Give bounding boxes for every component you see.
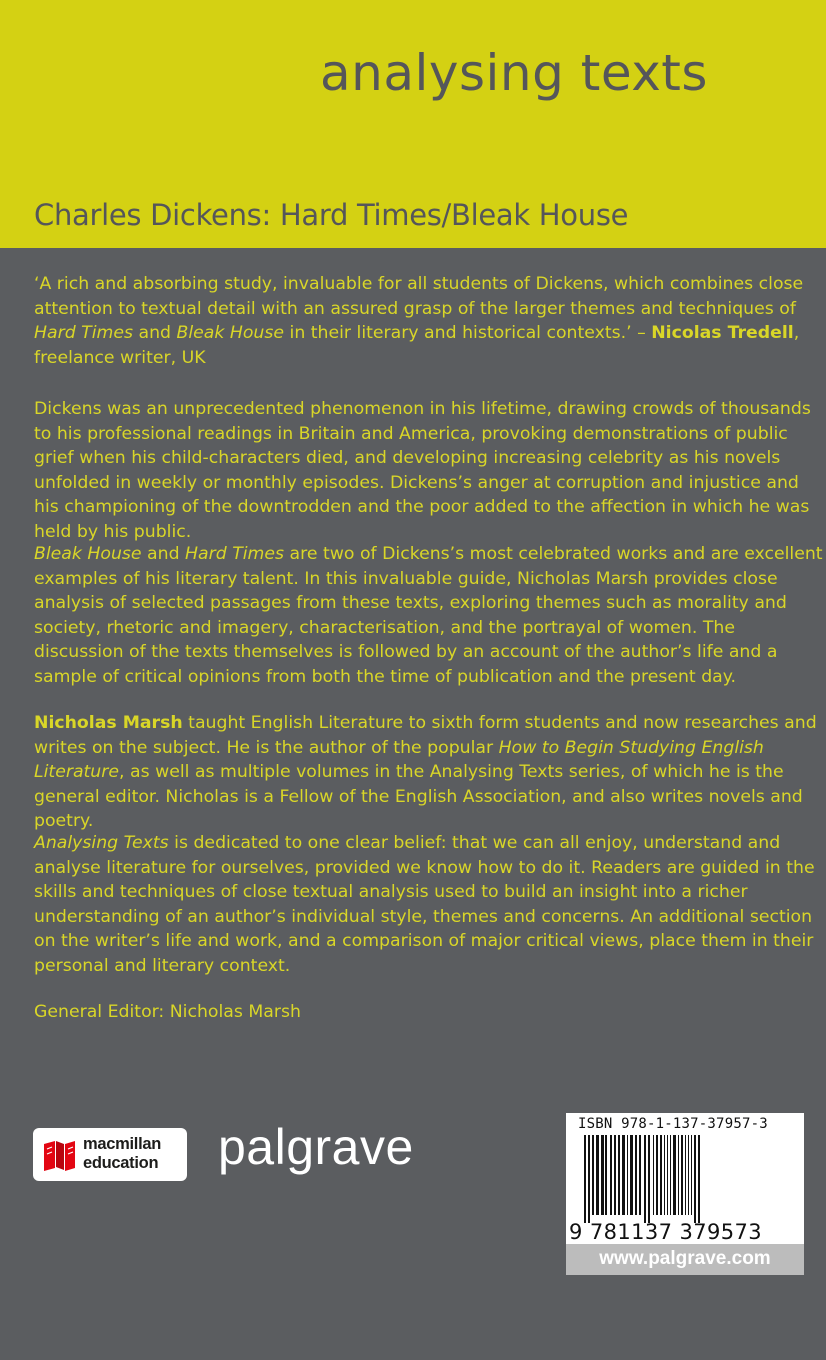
author-bio: Nicholas Marsh taught English Literature to sixth form students and now researches and writes on the subject. He is the author of the popular How to Begin Studying English Literature, as well as multiple volumes in the Analysing Texts series, of which he is the general editor. Nicholas is a Fellow of the English Association, and also writes novels and poetry. [34, 713, 817, 831]
series-description: Analysing Texts is dedicated to one clear belief: that we can all enjoy, understand and analyse literature for ourselves, provided we know how to do it. Readers are guided in the skills and techniques of close textual analysis used to build an insight into a richer understanding of an author’s individual style, themes and concerns. An additional section on the writer’s life and work, and a comparison of major critical views, place them in their personal and literary context. [34, 833, 815, 976]
barcode-box [566, 1113, 804, 1275]
header-band [0, 0, 826, 248]
books-paragraph: Bleak House and Hard Times are two of Dickens’s most celebrated works and are excellent examples of his literary talent. In this invaluable guide, Nicholas Marsh provides close analysis of selected passages from these texts, exploring themes such as morality and society, rhetoric and imagery, characterisation, and the portrayal of women. The discussion of the texts themselves is followed by an account of the author’s life and a sample of critical opinions from both the time of publication and the present day. [34, 544, 823, 687]
intro-paragraph: Dickens was an unprecedented phenomenon in his lifetime, drawing crowds of thousands to his professional readings in Britain and America, provoking demonstrations of public grief when his child-characters died, and developing increasing celebrity as his novels unfolded in weekly or monthly episodes. Dickens’s anger at corruption and injustice and his championing of the downtrodden and the poor added to the affection in which he was held by his public. [34, 399, 811, 542]
barcode-icon [582, 1135, 792, 1225]
author-name: Nicholas Marsh [34, 713, 183, 733]
publisher-url: www.palgrave.com [599, 1248, 771, 1269]
macmillan-education-logo [33, 1128, 187, 1181]
macmillan-book-icon [42, 1137, 77, 1172]
series-title: analysing texts [320, 44, 708, 102]
quote-author: Nicolas Tredell [651, 323, 794, 343]
general-editor: General Editor: Nicholas Marsh [34, 1002, 301, 1022]
palgrave-logo: palgrave [218, 1119, 414, 1175]
barcode-digits: 9 781137 379573 [569, 1220, 763, 1244]
macmillan-wordmark: macmillan education [83, 1135, 162, 1172]
book-title: Charles Dickens: Hard Times/Bleak House [34, 198, 629, 232]
isbn-label: ISBN 978-1-137-37957-3 [578, 1116, 768, 1132]
review-quote: ‘A rich and absorbing study, invaluable for all students of Dickens, which combines close attention to textual detail with an assured grasp of the larger themes and techniques of Hard Times and Bleak House in their literary and historical contexts.’ – Nicolas Tredell, freelance writer, UK [34, 274, 804, 368]
publisher-url-bar [566, 1244, 804, 1275]
